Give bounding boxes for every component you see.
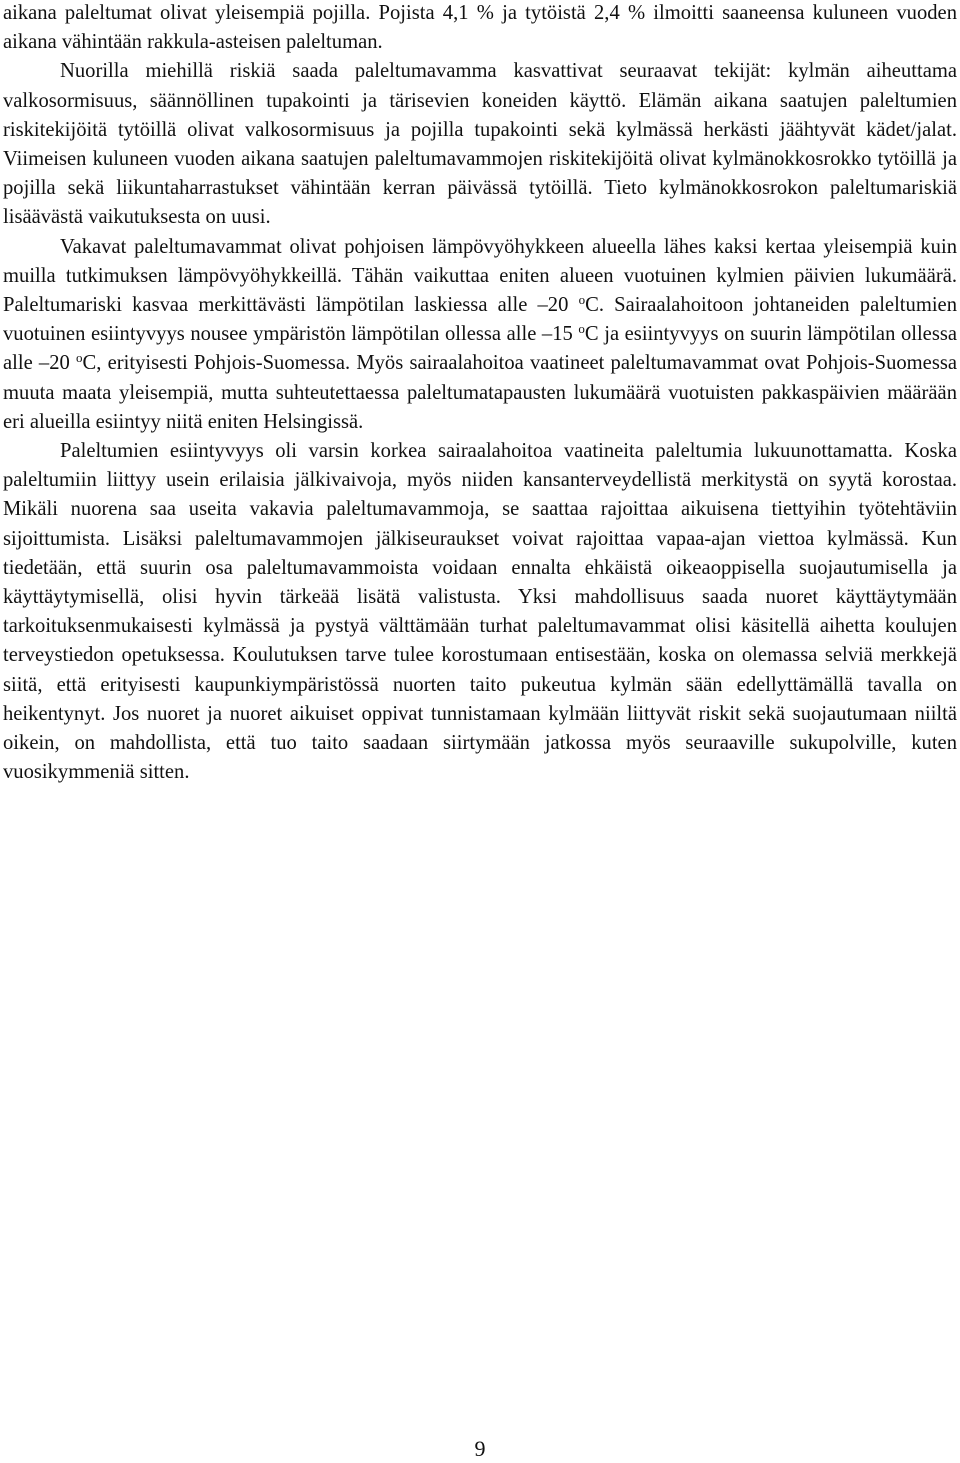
paragraph-4: Paleltumien esiintyvyys oli varsin korkea sairaalahoitoa vaatineita paleltumia lukuunottamatta. Koska paleltumiin liittyy usein erilaisia jälkivaivoja, myös niiden kansanterveydellistä merkitystä on syytä korostaa. Mikäli nuorena saa useita vakavia paleltumavammoja, se saattaa rajoittaa aikuisena tiettyihin työtehtäviin sijoittumista. Lisäksi paleltumavammojen jälkiseuraukset voivat rajoittaa vapaa-ajan viettoa kylmässä. Kun tiedetään, että suurin osa paleltumavammoista voidaan ennalta ehkäistä oikeaoppisella suojautumisella ja käyttäytymisellä, olisi hyvin tärkeää lisätä valistusta. Yksi mahdollisuus saada nuoret käyttäytymään tarkoituksenmukaisesti kylmässä ja pystyä välttämään turhat paleltumavammat olisi käsitellä aihetta koulujen terveystiedon opetuksessa. Koulutuksen tarve tulee korostumaan entisestään, koska on olemassa selviä merkkejä siitä, että erityisesti kaupunkiympäristössä nuorten taito pukeutua kylmän sään edellyttämällä tavalla on heikentynyt. Jos nuoret ja nuoret aikuiset oppivat tunnistamaan kylmään liittyvät riskit sekä suojautumaan niiltä oikein, on mahdollista, että tuo taito saadaan siirtymään jatkossa myös seuraaville sukupolville, kuten vuosikymmeniä sitten. bbox=[3, 440, 957, 784]
paragraph-3: Vakavat paleltumavammat olivat pohjoisen lämpövyöhykkeen alueella lähes kaksi kertaa yleisempiä kuin muilla tutkimuksen lämpövyöhykkeillä. Tähän vaikuttaa eniten alueen vuotuinen kylmien päivien lukumäärä. Paleltumariski kasvaa merkittävästi lämpötilan laskiessa alle –20 $^o$C. Sairaalahoitoon johtaneiden paleltumien vuotuinen esiintyvyys nousee ympäristön lämpötilan ollessa alle –15 $^o$C ja esiintyvyys on suurin lämpötilan ollessa alle –20 $^o$C, erityisesti Pohjois-Suomessa. Myös sairaalahoitoa vaatineet paleltumavammat ovat Pohjois-Suomessa muuta maata yleisempiä, mutta suhteutettaessa paleltumatapausten lukumäärä vuotuisten pakkaspäivien määrään eri alueilla esiintyy niitä eniten Helsingissä. bbox=[3, 235, 957, 433]
degree-superscript: o bbox=[578, 291, 586, 307]
degree-superscript: o bbox=[76, 350, 83, 366]
page-number: 9 bbox=[474, 1436, 486, 1461]
paragraph-1: aikana paleltumat olivat yleisempiä pojilla. Pojista 4,1 % ja tytöistä 2,4 % ilmoitti saaneensa kuluneen vuoden aikana vähintään rakkula-asteisen paleltuman. bbox=[3, 2, 957, 54]
paragraph-2: Nuorilla miehillä riskiä saada paleltumavamma kasvattivat seuraavat tekijät: kylmän aiheuttama valkosormisuus, säännöllinen tupakointi ja tärisevien koneiden käyttö. Elämän aikana saatujen paleltumien riskitekijöitä tytöillä olivat valkosormisuus ja pojilla tupakointi sekä kylmässä herkästi jäähtyvät kädet/jalat. Viimeisen kuluneen vuoden aikana saatujen paleltumavammojen riskitekijöitä olivat kylmänokkosrokko tytöillä ja pojilla sekä liikuntaharrastukset vähintään kerran päivässä tytöillä. Tieto kylmänokkosrokon paleltumariskiä lisäävästä vaikutuksesta on uusi. bbox=[3, 60, 957, 229]
document-body bbox=[3, 0, 957, 787]
degree-superscript: o bbox=[578, 321, 585, 337]
